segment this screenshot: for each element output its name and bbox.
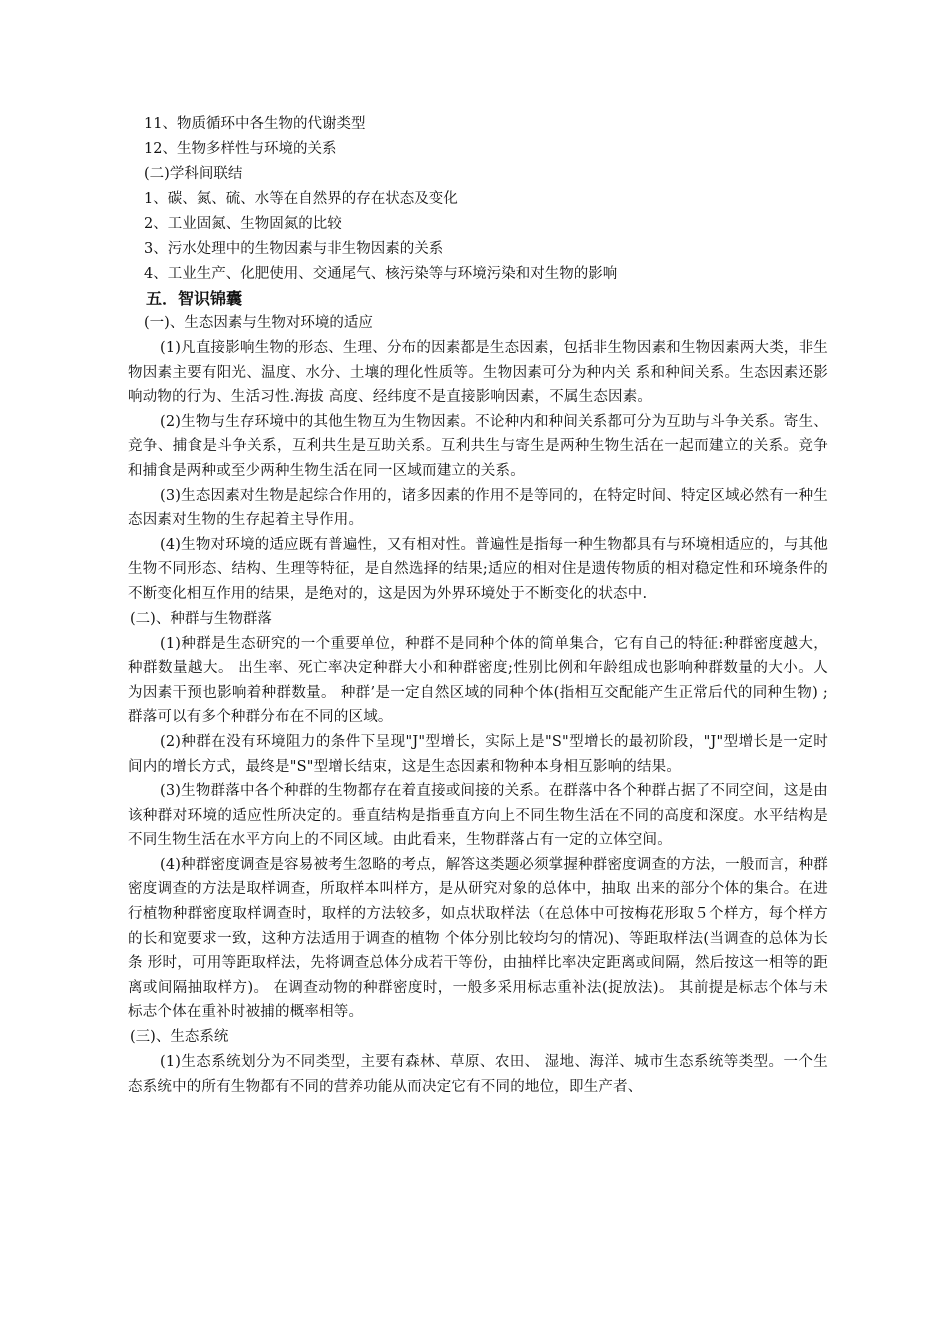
list-item: 1、碳、氮、硫、水等在自然界的存在状态及变化 — [144, 191, 458, 207]
document-content — [128, 112, 828, 1099]
paragraph: (2)生物与生存环境中的其他生物互为生物因素。不论种内和种间关系都可分为互助与斗争关系。寄生、竞争、捕食是斗争关系，互利共生是互助关系。互利共生与寄生是两种生物生活在一起而建立的关系。竞争和捕食是两种或至少两种生物生活在同一区域而建立的关系。 — [128, 413, 828, 479]
paragraph: (4)种群密度调查是容易被考生忽略的考点，解答这类题必须掌握种群密度调查的方法，一般而言，种群密度调查的方法是取样调查，所取样本叫样方，是从研究对象的总体中，抽取 出来的部分个体的集合。在进行植物种群密度取样调查时，取样的方法较多，如点状取样法（在总体中可按梅花形取５个样方，每个样方的长和宽要求一致，这种方法适用于调查的植物 个体分别比较均匀的情况)、等距取样法(当调查的总体为长条 形时，可用等距取样法，先将调查总体分成若干等份，由抽样比率决定距离或间隔，然后按这一相等的距离或间隔抽取样方)。 在调查动物的种群密度时，一般多采用标志重补法(捉放法)。 其前提是标志个体与未标志个体在重补时被捕的概率相等。 — [128, 856, 828, 1021]
paragraph: (1)生态系统划分为不同类型，主要有森林、草原、农田、 湿地、海洋、城市生态系统等类型。一个生态系统中的所有生物都有不同的营养功能从而决定它有不同的地位，即生产者、 — [128, 1054, 828, 1095]
list-item-12: 12、生物多样性与环境的关系 — [144, 141, 337, 157]
paragraph: (2)种群在没有环境阻力的条件下呈现"J"型增长，实际上是"S"型增长的最初阶段，"J"型增长是一定时间内的增长方式，最终是"S"型增长结束，这是生态因素和物种本身相互影响的结果。 — [128, 733, 828, 775]
section-title-interdisciplinary: (二)学科间联结 — [144, 166, 243, 182]
section-title-ecosystem: (三)、生态系统 — [130, 1029, 229, 1046]
list-item-11: 11、物质循环中各生物的代谢类型 — [144, 116, 366, 132]
main-heading: 五．智识锦囊 — [146, 289, 243, 308]
list-item: 4、工业生产、化肥使用、交通尾气、核污染等与环境污染和对生物的影响 — [144, 266, 618, 282]
paragraph: (4)生物对环境的适应既有普遍性，又有相对性。普遍性是指每一种生物都具有与环境相适应的，与其他生物不同形态、结构、生理等特征，是自然选择的结果;适应的相对住是遗传物质的相对稳定性和环境条件的不断变化相互作用的结果，是绝对的，这是因为外界环境处于不断变化的状态中. — [128, 536, 828, 602]
list-item: 3、污水处理中的生物因素与非生物因素的关系 — [144, 241, 444, 257]
paragraph: (1)凡直接影响生物的形态、生理、分布的因素都是生态因素，包括非生物因素和生物因素两大类，非生物因素主要有阳光、温度、水分、土壤的理化性质等。生物因素可分为种内关 系和种间关系。生态因素还影响动物的行为、生活习性.海拔 高度、经纬度不是直接影响因素，不属生态因素。 — [128, 340, 828, 406]
list-item: 2、工业固氮、生物固氮的比较 — [144, 216, 342, 232]
paragraph: (1)种群是生态研究的一个重要单位，种群不是同种个体的简单集合，它有自己的特征:种群密度越大，种群数量越大。 出生率、死亡率决定种群大小和种群密度;性别比例和年龄组成也影响种群数量的大小。人为因素干预也影响着种群数量。 种群’是一定自然区域的同种个体(指相互交配能产生正常后代的同种生物) ;群落可以有多个种群分布在不同的区域。 — [128, 635, 828, 726]
paragraph: (3)生物群落中各个种群的生物都存在着直接或间接的关系。在群落中各个种群占据了不同空间，这是由该种群对环境的适应性所决定的。垂直结构是指垂直方向上不同生物生活在不同的高度和深度。水平结构是不同生物生活在水平方向上的不同区域。由此看来，生物群落占有一定的立体空间。 — [128, 783, 828, 849]
section-title-population: (二)、种群与生物群落 — [130, 610, 272, 627]
paragraph: (3)生态因素对生物是起综合作用的，诸多因素的作用不是等同的，在特定时间、特定区域必然有一种生态因素对生物的生存起着主导作用。 — [128, 487, 828, 529]
section-title-ecological-factors: (一)、生态因素与生物对环境的适应 — [144, 315, 373, 331]
